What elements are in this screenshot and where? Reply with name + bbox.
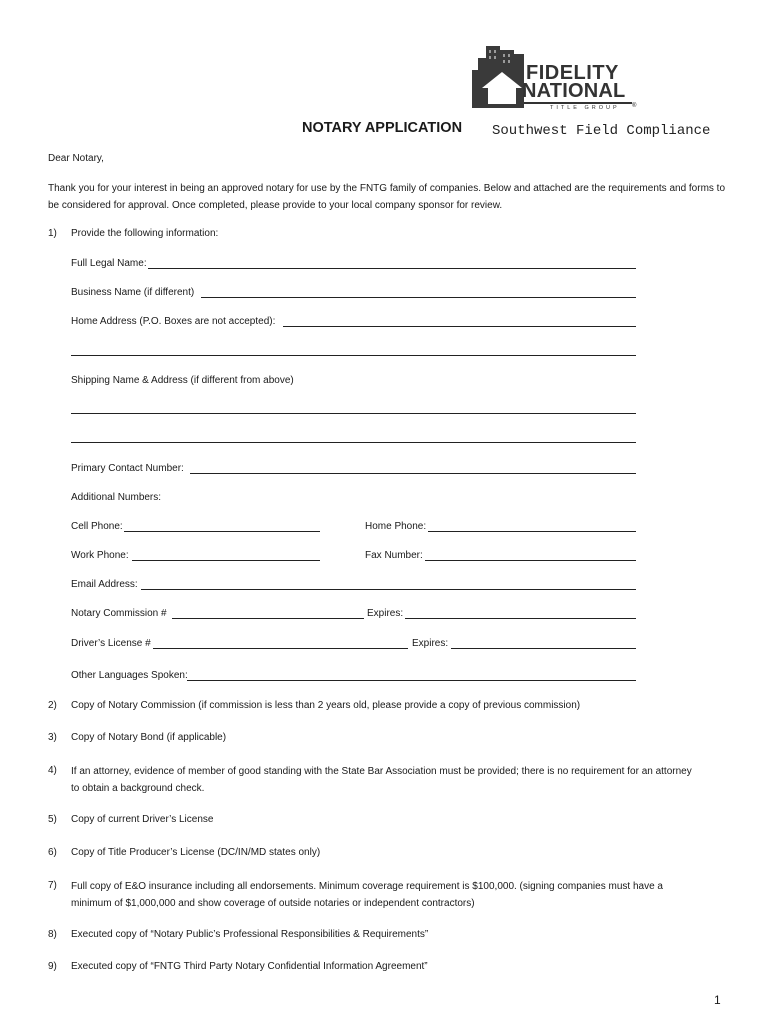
shipping-field-line-2[interactable] (71, 442, 636, 443)
business-name-field[interactable] (201, 297, 636, 298)
shipping-label: Shipping Name & Address (if different from above) (71, 375, 294, 386)
work-phone-label: Work Phone: (71, 550, 129, 561)
intro-paragraph: Thank you for your interest in being an approved notary for use by the FNTG family of companies. Below and attached are the requirements and forms to be considered for approval. Once completed, please provide to your local company sponsor for review. (48, 183, 726, 211)
logo-text-title-group: TITLE GROUP (550, 105, 620, 111)
item-5-text: Copy of current Driver’s License (71, 814, 214, 825)
license-expires-field[interactable] (451, 648, 636, 649)
item-5-number: 5) (48, 814, 57, 825)
logo-registered-mark: ® (632, 103, 637, 109)
languages-field[interactable] (187, 680, 636, 681)
commission-expires-label: Expires: (367, 608, 404, 619)
page-subtitle: Southwest Field Compliance (492, 123, 711, 139)
email-field[interactable] (141, 589, 636, 590)
item-7-text: Full copy of E&O insurance including all endorsements. Minimum coverage requirement is $100,000. (signing companies must have a minimum of $1,000,000 and show coverage of outside notaries or independent contractors) (71, 881, 663, 909)
drivers-license-label: Driver’s License # (71, 638, 151, 649)
drivers-license-field[interactable] (153, 648, 408, 649)
additional-numbers-label: Additional Numbers: (71, 492, 162, 503)
item-8-number: 8) (48, 929, 57, 940)
item-1-text: Provide the following information: (71, 228, 219, 239)
languages-label: Other Languages Spoken: (71, 670, 188, 681)
primary-contact-field[interactable] (190, 473, 636, 474)
item-6-text: Copy of Title Producer’s License (DC/IN/MD states only) (71, 847, 321, 858)
license-expires-label: Expires: (412, 638, 449, 649)
commission-label: Notary Commission # (71, 608, 167, 619)
item-3-number: 3) (48, 732, 57, 743)
home-address-field-line-2[interactable] (71, 355, 636, 356)
cell-phone-field[interactable] (124, 531, 320, 532)
page-title: NOTARY APPLICATION (302, 120, 463, 136)
home-address-field[interactable] (283, 326, 636, 327)
logo-underline (524, 102, 632, 104)
home-phone-field[interactable] (428, 531, 636, 532)
item-7-number: 7) (48, 880, 57, 891)
company-logo (472, 42, 638, 114)
fax-number-label: Fax Number: (365, 550, 423, 561)
home-address-label: Home Address (P.O. Boxes are not accepted): (71, 316, 276, 327)
primary-contact-label: Primary Contact Number: (71, 463, 184, 474)
commission-expires-field[interactable] (405, 618, 636, 619)
home-phone-label: Home Phone: (365, 521, 427, 532)
greeting: Dear Notary, (48, 153, 104, 164)
email-label: Email Address: (71, 579, 138, 590)
page-number: 1 (714, 993, 721, 1007)
business-name-label: Business Name (if different) (71, 287, 195, 298)
item-4-text: If an attorney, evidence of member of good standing with the State Bar Association must be provided; there is no requirement for an attorney to obtain a background check. (71, 766, 692, 794)
work-phone-field[interactable] (132, 560, 320, 561)
full-legal-name-field[interactable] (148, 268, 636, 269)
item-2-number: 2) (48, 700, 57, 711)
item-4-number: 4) (48, 765, 57, 776)
item-9-number: 9) (48, 961, 57, 972)
logo-text-national: NATIONAL (522, 80, 626, 102)
item-8-text: Executed copy of “Notary Public’s Professional Responsibilities & Requirements” (71, 929, 429, 940)
fax-number-field[interactable] (425, 560, 636, 561)
item-9-text: Executed copy of “FNTG Third Party Notary Confidential Information Agreement” (71, 961, 428, 972)
logo-text-fidelity: FIDELITY (526, 62, 619, 84)
cell-phone-label: Cell Phone: (71, 521, 123, 532)
item-2-text: Copy of Notary Commission (if commission is less than 2 years old, please provide a copy of previous commission) (71, 700, 581, 711)
item-1-number: 1) (48, 228, 57, 239)
item-3-text: Copy of Notary Bond (if applicable) (71, 732, 227, 743)
item-6-number: 6) (48, 847, 57, 858)
shipping-field-line-1[interactable] (71, 413, 636, 414)
full-legal-name-label: Full Legal Name: (71, 258, 147, 269)
commission-field[interactable] (172, 618, 364, 619)
